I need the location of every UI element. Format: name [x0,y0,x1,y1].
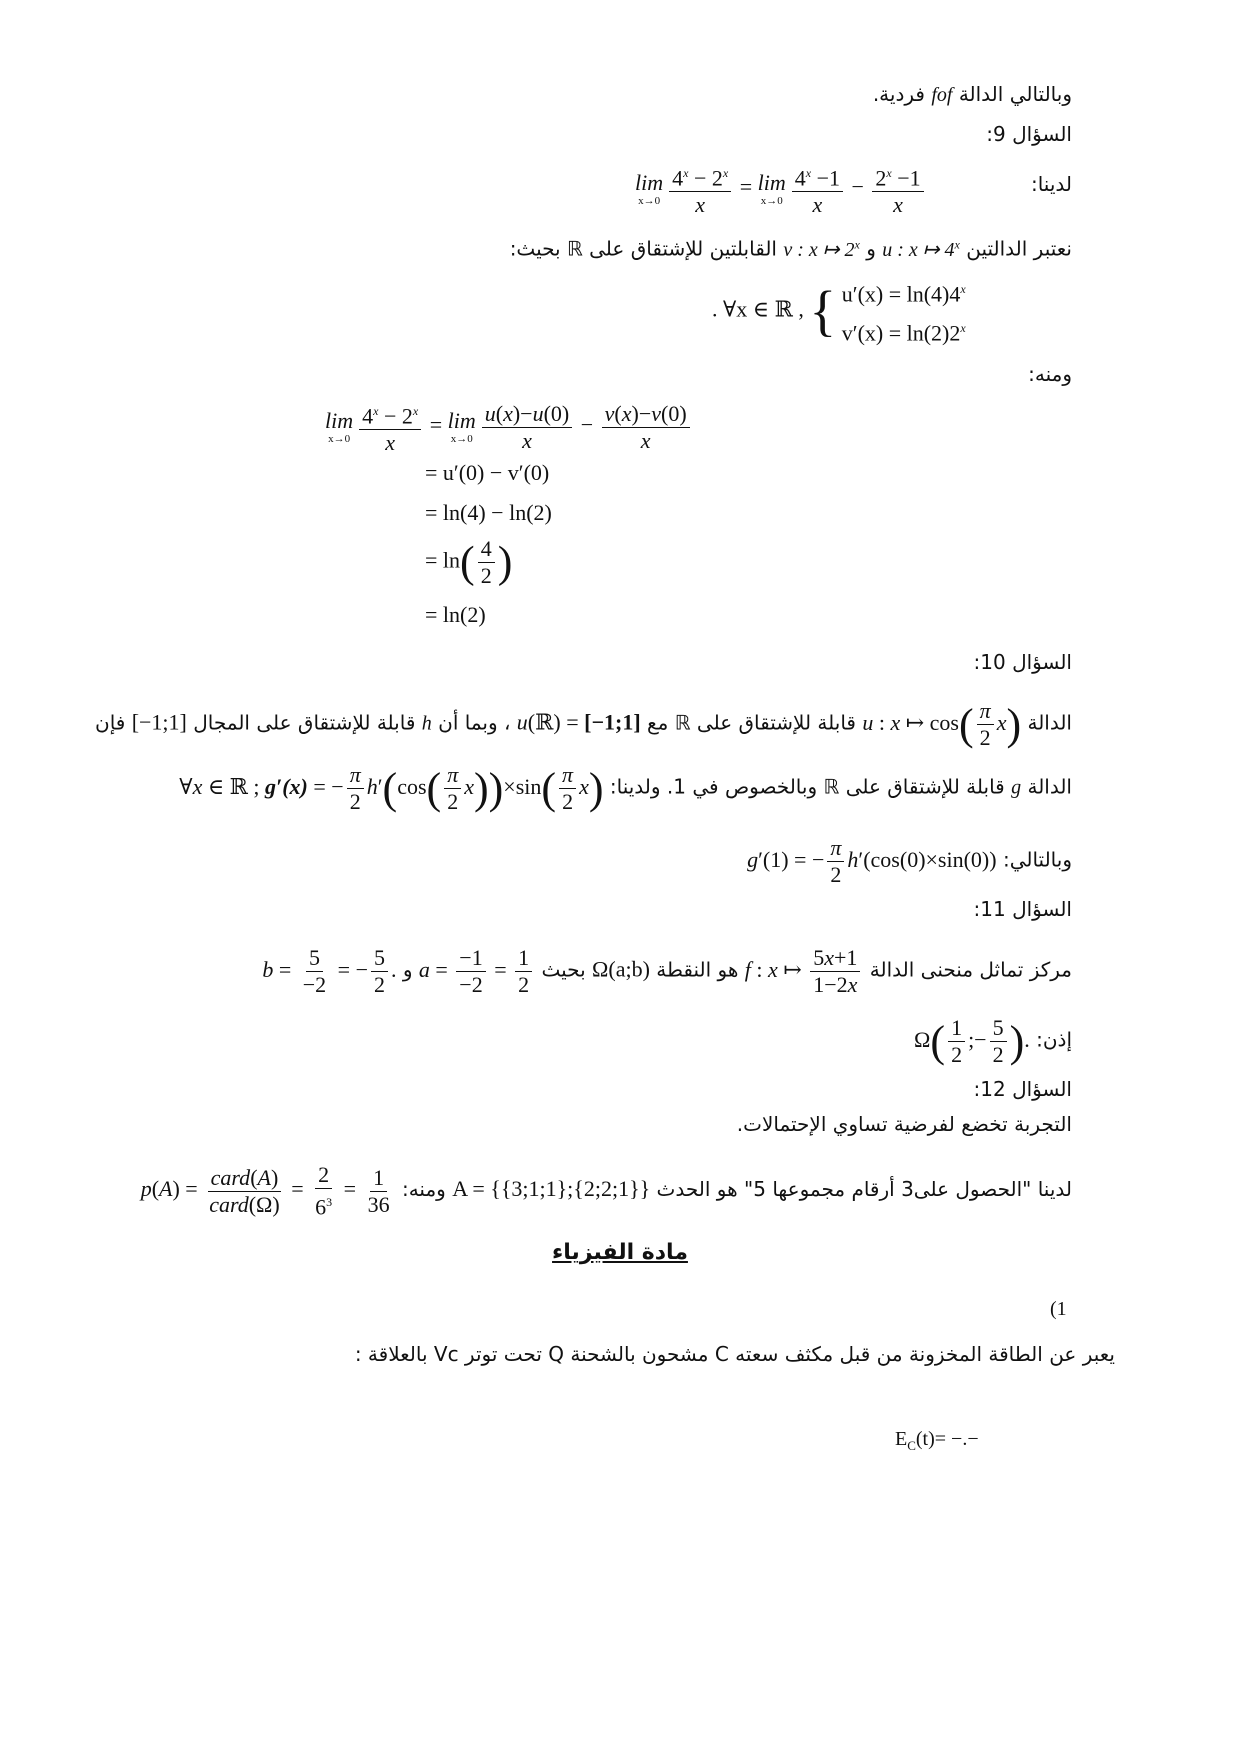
q9-title: السؤال 9: [986,122,1072,146]
q10-line1: الدالة u : x ↦ cos( $\frac{\pi}{2}$ x) قابلة للإشتقاق على ℝ مع u(ℝ) = [−1;1] ، وبما أن h قابلة للإشتقاق على المجال [−1;1] فإن [95,698,1072,750]
q10-line2: الدالة g قابلة للإشتقاق على ℝ وبالخصوص في 1. ولدينا: ∀x ∈ ℝ ; g′(x) = − $\frac{\pi}{2}$ h′(cos( $\frac{\pi}{2}$ x))×sin( $\frac{\pi}{2}$ x) [179,762,1072,814]
q9-consider-functions: نعتبر الدالتين u : x ↦ 4$^x$ و v : x ↦ 2$^x$ القابلتين للإشتقاق على ℝ بحيث: [509,236,1072,261]
q9-derivation: lim x→0 $\frac{4^x - 2^x}{x}$ = lim x→0 $\frac{u(x)-u(0)}{x}$ − $\frac{v(x)-v(0)}{x}$ [325,398,693,456]
q9-wa-minhu: ومنه: [1028,362,1072,386]
q9-derivative-system: . ∀x ∈ ℝ , { $u'(x) = \ln(4)4^x$ $v'(x) = \ln(2)2^x$ [712,280,966,346]
q10-title: السؤال 10: [973,650,1072,674]
q9-limit-equation: lim x→0 $\frac{4^x - 2^x}{x}$ = lim x→0 $\frac{4^x -1}{x}$ − $\frac{2^x -1}{x}$ [635,160,927,218]
paragraph-fof-odd: وبالتالي الدالة fof فردية. [872,82,1072,106]
physics-formula: $E_C(t)=$ −.− [895,1428,979,1453]
q11-title: السؤال 11: [973,897,1072,921]
q9-step2: = u′(0) − v′(0) [425,460,550,485]
q9-ladina: لدينا: [1030,172,1072,196]
physics-item-number: (1 [1050,1298,1067,1320]
physics-line1: يعبر عن الطاقة المخزونة من قبل مكثف سعته C مشحون بالشحنة Q تحت توتر Vc بالعلاقة : [354,1342,1115,1366]
q11-line2: إذن: Ω( $\frac{1}{2}$ ;− $\frac{5}{2}$ ). [914,1015,1072,1067]
q12-line1: التجربة تخضع لفرضية تساوي الإحتمالات. [736,1112,1072,1136]
physics-heading: مادة الفيزياء [552,1240,688,1265]
q12-title: السؤال 12: [973,1077,1072,1101]
q9-step4: = ln( $\frac{4}{2}$ ) [425,536,513,588]
fof-term: fof [931,84,953,106]
q9-step5: = ln(2) [425,602,486,627]
q9-step3: = ln(4) − ln(2) [425,500,552,525]
q11-line1: مركز تماثل منحنى الدالة f : x ↦ $\frac{5x+1}{1-2x}$ هو النقطة Ω(a;b) بحيث a = $\frac{-1}{-2}$ = $\frac{1}{2}$ و b = $\frac{5}{-2}$ = − $\frac{5}{2}$ . [262,945,1072,997]
q10-line3: وبالتالي: g′(1) = − $\frac{\pi}{2}$ h′(cos(0)×sin(0)) [747,835,1072,887]
q12-line2: لدينا "الحصول على3 أرقام مجموعها 5" هو الحدث A = {{3;1;1};{2;2;1}} ومنه: p(A) = $\frac{\text{card(A)}}{\text{card(Ω)}}$ = $\frac{2}{6^3}$ = $\frac{1}{36}$ [140,1162,1072,1220]
